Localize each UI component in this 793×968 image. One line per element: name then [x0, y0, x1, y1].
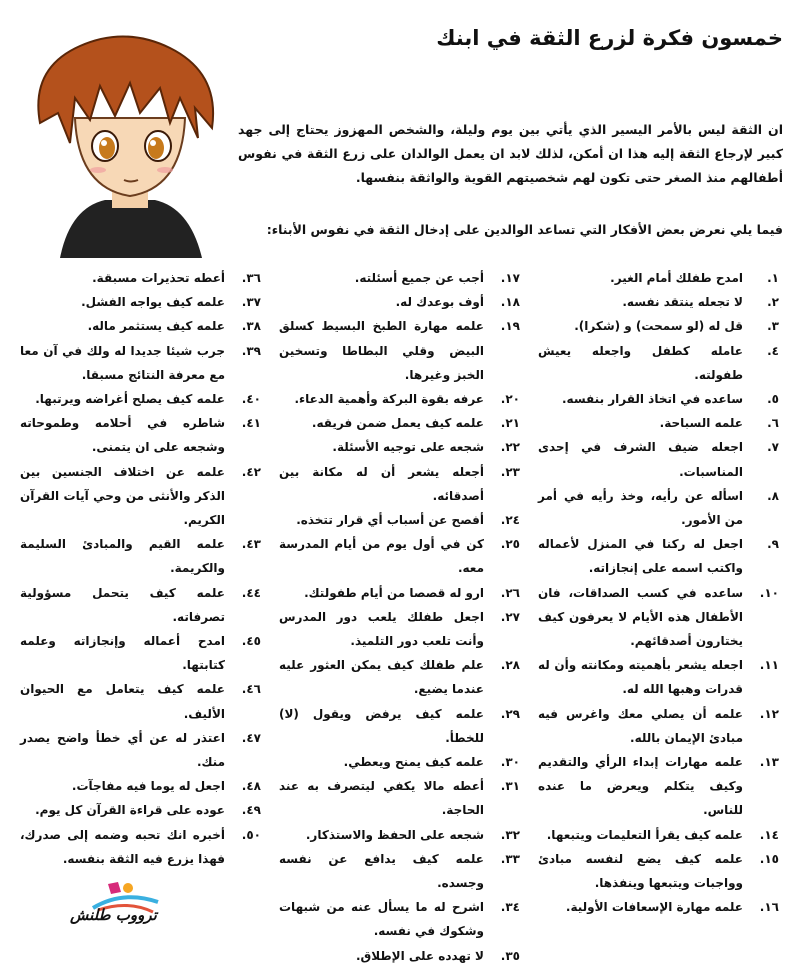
list-item	[538, 532, 779, 580]
list-item	[279, 460, 520, 508]
page-title: خمسون فكرة لزرع الثقة في ابنك	[436, 26, 783, 50]
item-number: ٩.	[767, 537, 779, 552]
item-number: ٢٠.	[500, 392, 520, 407]
item-number: ٣٢.	[500, 827, 520, 842]
list-item	[538, 387, 779, 411]
item-number: ٤٥.	[241, 634, 261, 649]
ideas-column-1	[538, 266, 779, 936]
item-text: علمه كيف يواجه الفشل.	[81, 295, 225, 310]
item-number: ٦.	[767, 416, 779, 431]
list-item	[20, 629, 261, 677]
list-item	[20, 581, 261, 629]
item-number: ٤٨.	[241, 779, 261, 794]
item-number: ٣١.	[500, 779, 520, 794]
item-number: ٣٧.	[241, 295, 261, 310]
list-item	[279, 774, 520, 822]
list-item	[279, 290, 520, 314]
item-text: لا تهدده على الإطلاق.	[355, 948, 484, 963]
item-text: علم طفلك كيف يمكن العثور عليه عندما يضيع.	[279, 658, 484, 697]
list-item	[279, 266, 520, 290]
item-text: عرفه بقوة البركة وأهمية الدعاء.	[294, 392, 484, 407]
list-item	[279, 435, 520, 459]
item-text: أعطه مالا يكفي ليتصرف به عند الحاجة.	[279, 779, 484, 818]
item-number: ١٣.	[759, 755, 779, 770]
item-text: عامله كطفل واجعله يعيش طفولته.	[538, 343, 743, 382]
item-text: شجعه على توجيه الأسئلة.	[332, 440, 484, 455]
list-item	[538, 581, 779, 654]
item-text: علمه كيف يتعامل مع الحيوان الأليف.	[20, 682, 225, 721]
item-number: ١٢.	[759, 706, 779, 721]
item-text: اجعل له يوما فيه مفاجآت.	[71, 779, 225, 794]
item-text: قل له (لو سمحت) و (شكرا).	[574, 319, 743, 334]
list-item	[538, 895, 779, 919]
item-number: ٤.	[767, 343, 779, 358]
item-number: ١.	[767, 271, 779, 285]
item-number: ٢١.	[500, 416, 520, 431]
item-number: ١٥.	[759, 851, 779, 866]
item-text: أفصح عن أسباب أي قرار تتخذه.	[296, 513, 484, 528]
item-number: ٤٧.	[241, 730, 261, 745]
item-text: علمه مهارة الإسعافات الأولية.	[565, 900, 743, 915]
list-item	[538, 411, 779, 435]
item-text: أجعله يشعر أن له مكانة بين أصدقائه.	[279, 464, 484, 503]
item-number: ١٨.	[500, 295, 520, 310]
item-number: ٣٣.	[500, 851, 520, 866]
item-number: ١٩.	[500, 319, 520, 334]
list-item	[20, 266, 261, 290]
list-item	[20, 823, 261, 871]
logo-text: ترووب طلنش	[70, 906, 157, 924]
list-item	[279, 847, 520, 895]
item-number: ٢٥.	[500, 537, 520, 552]
item-text: عوده على قراءة القرآن كل يوم.	[35, 803, 225, 818]
item-number: ١٦.	[759, 900, 779, 915]
list-item	[279, 750, 520, 774]
item-number: ٣٤.	[500, 900, 520, 915]
list-item	[538, 653, 779, 701]
item-number: ٣٩.	[241, 343, 261, 358]
list-item	[20, 677, 261, 725]
item-number: ٣٠.	[500, 755, 520, 770]
item-number: ٧.	[767, 440, 779, 455]
item-number: ٤١.	[241, 416, 261, 431]
item-text: جرب شيئا جديدا له ولك في آن معا مع معرفة النتائج مسبقا.	[20, 343, 225, 382]
list-item	[279, 532, 520, 580]
item-number: ١٠.	[759, 585, 779, 600]
list-item	[20, 290, 261, 314]
item-text: أخبره انك تحبه وضمه إلى صدرك، فهذا يزرع فيه الثقة بنفسه.	[20, 827, 225, 866]
item-text: علمه كيف يتحمل مسؤولية تصرفاته.	[20, 585, 225, 624]
intro-paragraph: ان الثقة ليس بالأمر اليسير الذي يأتي بين يوم وليلة، والشخص المهزوز يحتاج إلى جهد كبير لإرجاع الثقة إليه هذا ان أمكن، لذلك لابد ان يعمل الوالدان على زرع الثقة في نفوس أطفالهم منذ الصغر حتى تكون لهم شخصيتهم القوية والواثقة بنفسها.	[238, 122, 783, 185]
list-item	[279, 702, 520, 750]
item-number: ٣.	[767, 319, 779, 334]
item-text: ارو له قصصا من أيام طفولتك.	[304, 585, 484, 600]
item-number: ٣٨.	[241, 319, 261, 334]
item-text: شجعه على الحفظ والاستذكار.	[305, 827, 484, 842]
item-text: علمه مهارات إبداء الرأي والتقديم وكيف يتكلم ويعرض ما عنده للناس.	[538, 755, 743, 818]
item-text: امدح طفلك أمام الغير.	[610, 271, 743, 285]
list-item	[279, 823, 520, 847]
list-item	[20, 460, 261, 533]
list-item	[279, 314, 520, 387]
item-number: ٥.	[767, 392, 779, 407]
item-text: كن في أول يوم من أيام المدرسة معه.	[279, 537, 484, 576]
item-number: ٢٩.	[500, 706, 520, 721]
list-item	[279, 895, 520, 943]
list-item	[20, 532, 261, 580]
ideas-column-3	[20, 266, 261, 936]
item-text: علمه كيف يقرأ التعليمات ويتبعها.	[546, 827, 743, 842]
item-text: لا تجعله ينتقد نفسه.	[622, 295, 743, 310]
item-text: اسأله عن رأيه، وخذ رأيه في أمر من الأمور.	[538, 488, 743, 528]
list-heading: فيما يلي نعرض بعض الأفكار التي تساعد الوالدين على إدخال الثقة في نفوس الأبناء:	[266, 222, 783, 237]
item-text: علمه كيف يضع لنفسه مبادئ وواجبات ويتبعها وينفذها.	[538, 851, 743, 891]
item-text: علمه كيف يدافع عن نفسه وجسده.	[279, 851, 484, 891]
item-text: علمه كيف يستثمر ماله.	[87, 319, 225, 334]
item-number: ٤٣.	[241, 537, 261, 552]
item-number: ٢٧.	[500, 609, 520, 624]
item-text: علمه كيف يعمل ضمن فريقه.	[311, 416, 484, 431]
list-item	[279, 508, 520, 532]
item-text: أوف بوعدك له.	[395, 295, 484, 310]
list-item	[20, 411, 261, 459]
list-item	[279, 411, 520, 435]
item-text: علمه أن يصلي معك واغرس فيه مبادئ الإيمان بالله.	[538, 706, 743, 745]
list-item	[538, 339, 779, 387]
item-text: اشرح له ما يسأل عنه من شبهات وشكوك في نفسه.	[279, 900, 484, 939]
item-text: علمه كيف يصلح أغراضه ويرتبها.	[35, 392, 225, 407]
item-text: أعطه تحذيرات مسبقة.	[92, 271, 225, 285]
list-item	[20, 314, 261, 338]
item-number: ٤٩.	[241, 803, 261, 818]
item-number: ٣٥.	[500, 948, 520, 963]
list-item	[538, 290, 779, 314]
list-item	[538, 266, 779, 290]
item-number: ٤٢.	[241, 464, 261, 479]
list-item	[20, 339, 261, 387]
list-item	[20, 726, 261, 774]
item-number: ١١.	[759, 658, 779, 673]
item-number: ٢٣.	[500, 464, 520, 479]
list-item	[279, 605, 520, 653]
item-number: ٨.	[767, 488, 779, 503]
list-item	[538, 435, 779, 483]
item-text: علمه القيم والمبادئ السليمة والكريمة.	[20, 537, 225, 576]
item-number: ٢٦.	[500, 585, 520, 600]
item-text: أجب عن جميع أسئلته.	[354, 271, 484, 285]
item-text: ساعده في اتخاذ القرار بنفسه.	[562, 392, 743, 407]
list-item	[279, 581, 520, 605]
item-number: ٥٠.	[241, 827, 261, 842]
item-text: علمه كيف يمنح ويعطي.	[343, 755, 484, 770]
item-text: اجعل له ركنا في المنزل لأعماله واكتب اسمه على إنجازاته.	[538, 537, 743, 576]
list-item	[279, 944, 520, 968]
list-item	[279, 387, 520, 411]
list-item	[538, 702, 779, 750]
item-text: امدح أعماله وإنجازاته وعلمه كتابتها.	[20, 634, 225, 673]
item-number: ٢.	[767, 295, 779, 310]
list-item	[20, 387, 261, 411]
ideas-list	[19, 266, 779, 963]
ideas-column-2	[279, 266, 520, 963]
item-text: اجعله ضيف الشرف في إحدى المناسبات.	[538, 440, 743, 479]
list-item	[538, 484, 779, 532]
item-number: ٢٤.	[500, 513, 520, 528]
list-item	[538, 823, 779, 847]
item-text: ساعده في كسب الصداقات، فان الأطفال هذه الأيام لا يعرفون كيف يختارون أصدقائهم.	[538, 585, 743, 649]
item-text: علمه مهارة الطبخ البسيط كسلق البيض وقلي البطاطا وتسخين الخبز وغيرها.	[279, 319, 484, 382]
item-number: ٤٦.	[241, 682, 261, 697]
item-text: اعتذر له عن أي خطأ واضح يصدر منك.	[20, 730, 225, 770]
item-text: علمه عن اختلاف الجنسين بين الذكر والأنثى من وحي آيات القرآن الكريم.	[20, 464, 225, 528]
item-number: ٣٦.	[241, 271, 261, 285]
list-item	[279, 653, 520, 701]
item-number: ٢٢.	[500, 440, 520, 455]
item-text: شاطره في أحلامه وطموحاته وشجعه على ان يتمنى.	[20, 416, 225, 455]
list-item	[538, 314, 779, 338]
item-number: ٤٠.	[241, 392, 261, 407]
item-number: ١٧.	[500, 271, 520, 285]
list-item	[20, 798, 261, 822]
item-number: ٢٨.	[500, 658, 520, 673]
item-number: ٤٤.	[241, 585, 261, 600]
item-text: اجعل طفلك يلعب دور المدرس وأنت تلعب دور التلميذ.	[279, 609, 484, 649]
item-text: علمه كيف يرفض ويقول (لا) للخطأ.	[279, 706, 484, 745]
list-item	[538, 750, 779, 823]
item-text: اجعله يشعر بأهميته ومكانته وأن له قدرات وهبها الله له.	[538, 658, 743, 697]
list-item	[538, 847, 779, 895]
item-text: علمه السباحة.	[659, 416, 743, 431]
list-item	[20, 774, 261, 798]
item-number: ١٤.	[759, 827, 779, 842]
